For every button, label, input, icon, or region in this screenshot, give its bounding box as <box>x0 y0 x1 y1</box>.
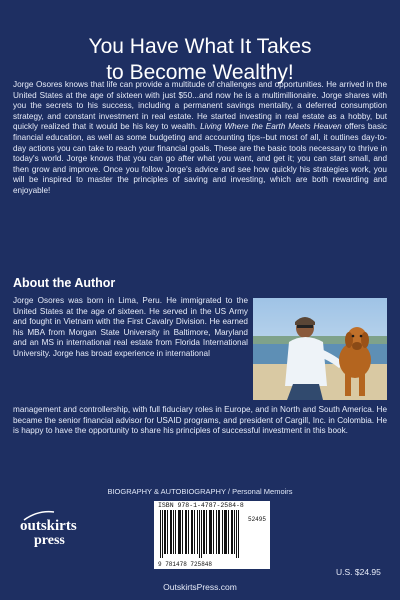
about-author-heading: About the Author <box>13 276 116 290</box>
isbn-barcode <box>154 501 270 569</box>
logo-word-press: press <box>34 533 65 548</box>
author-bio-top: Jorge Osores was born in Lima, Peru. He immigrated to the United States at the age of sixteen. He served in the US Army and fought in Vietnam with the First Cavalry Division. He earned his MBA from Morgan State University in Baltimore, Maryland and an MS in international real estate from Florida International University. Jorge has broad experience in international <box>13 296 248 358</box>
isbn-number: ISBN 978-1-4787-2584-8 <box>158 502 244 509</box>
blurb-text-after: offers basic financial education, as well as some budgeting and accounting tips--but most of all, it outlines day-to-day actions you can take to reach your financial goals. These are the basic tools necessary to thrive in today's world. Jorge knows that you can go after what you want, and get it; you can start small, and then grow and improve. Once you follow Jorge's advice and see how quickly his strategies work, you will be inspired to master the principles of saving and investing, which are both rewarding and enjoyable! <box>13 122 387 195</box>
publisher-website: OutskirtsPress.com <box>163 582 237 592</box>
book-category: BIOGRAPHY & AUTOBIOGRAPHY / Personal Memoirs <box>107 487 293 496</box>
barcode-bars <box>160 510 242 558</box>
author-with-dog-image <box>253 298 387 400</box>
headline-line-1: You Have What It Takes <box>88 35 312 59</box>
publisher-logo <box>18 508 88 548</box>
author-photo <box>253 298 387 400</box>
book-description <box>13 80 387 197</box>
book-price: U.S. $24.95 <box>336 567 381 577</box>
logo-word-outskirts: outskirts <box>20 518 77 534</box>
author-bio-bottom: management and controllership, with full fiduciary roles in Europe, and in North and South America. He became the senior financial advisor for USAID programs, and president of Cargill, Inc. in Colombia. He is happy to have the opportunity to share his principles of successful investment in this book. <box>13 405 387 436</box>
book-title-italic: Living Where the Earth Meets Heaven <box>200 122 342 132</box>
price-code: 52495 <box>247 516 266 523</box>
headline <box>0 34 400 86</box>
outskirts-press-logo <box>18 508 88 548</box>
barcode-number: 9 781478 725848 <box>158 561 213 568</box>
blurb-text-before: Jorge Osores knows that life can provide a multitude of challenges and opportunities. He arrived in the United States at the age of sixteen with just $50...and now he is a multimillionaire. Jorge shares with you the secrets to his success, including a permanent savings mentality, a deferred consumption strategy, and constant investment in real estate. He started investing in real estate as a hobby, but quickly realized that it would be his key to wealth. <box>13 80 387 132</box>
headline-line-2: to Become Wealthy! <box>106 61 294 85</box>
